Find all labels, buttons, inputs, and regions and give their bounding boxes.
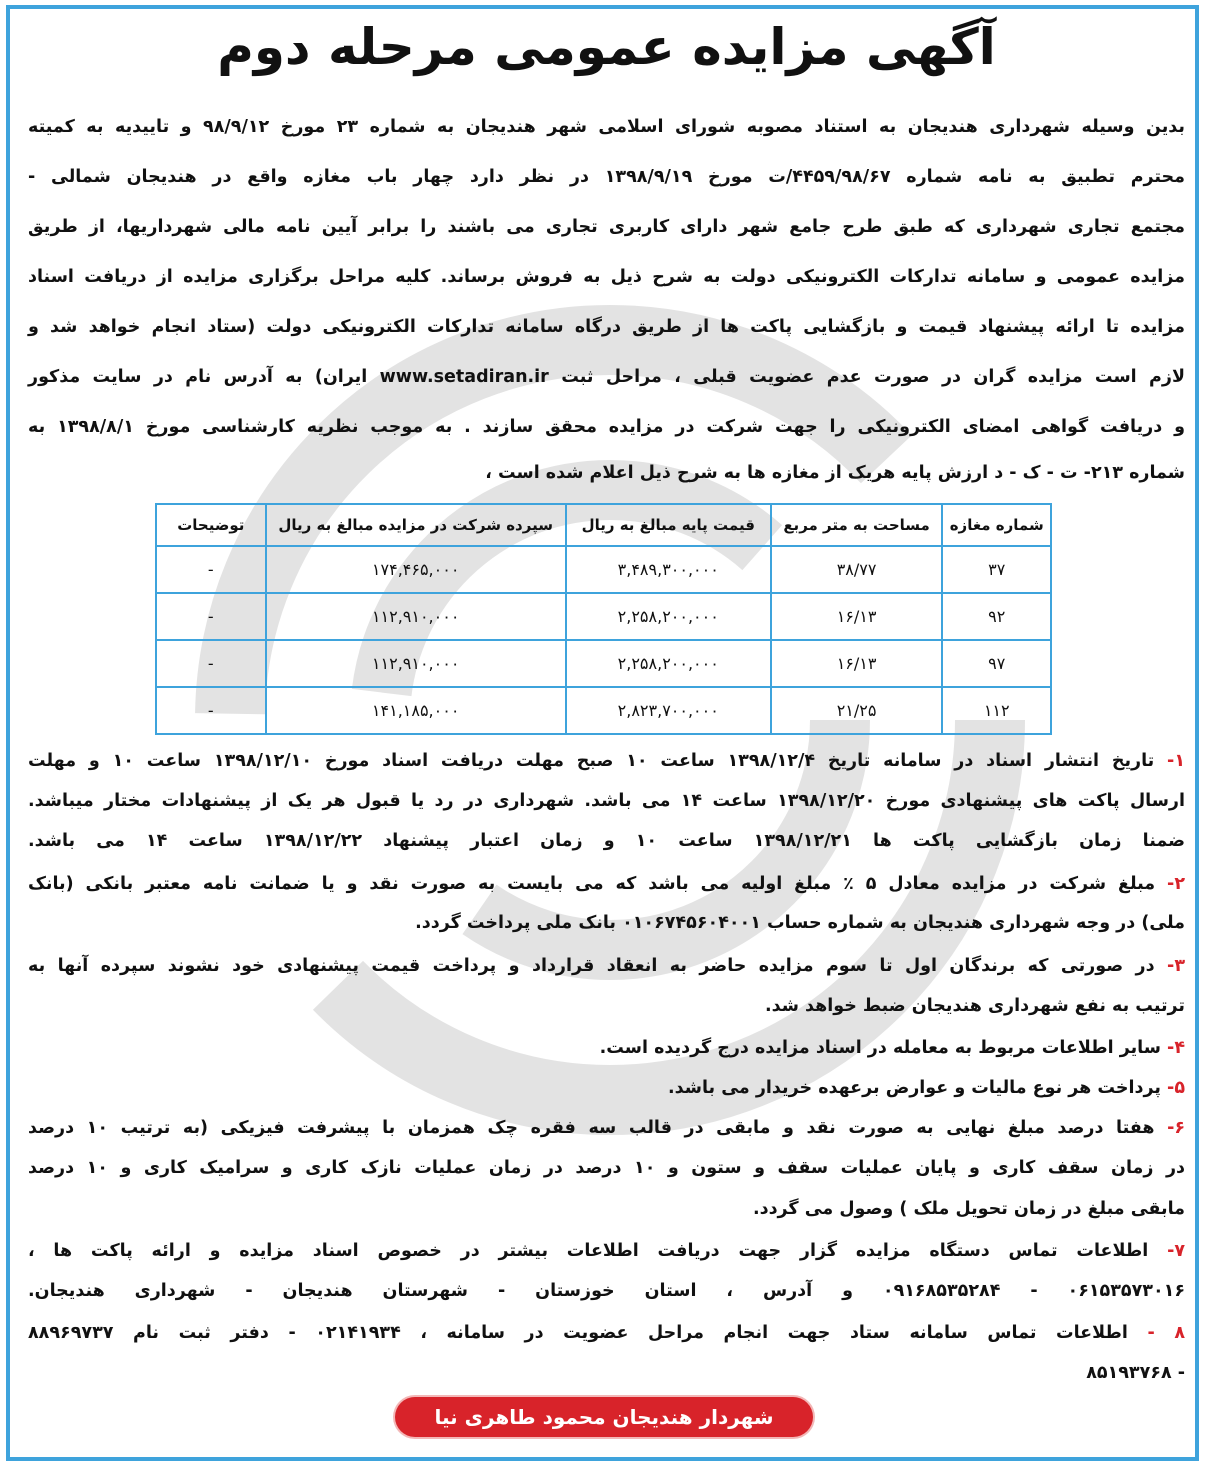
item-text: مابقی مبلغ در زمان تحویل ملک ) وصول می گردد. (752, 1199, 1185, 1219)
table-cell: ۹۷ (942, 640, 1051, 687)
intro-line: لازم است مزایده گران در صورت عدم عضویت قبلی ، مراحل ثبت www.setadiran.ir ایران) به آدرس نام در سایت مذکور (28, 367, 1185, 387)
table-cell: ۲,۸۲۳,۷۰۰,۰۰۰ (566, 687, 771, 734)
table-cell: ۱۱۲,۹۱۰,۰۰۰ (266, 593, 566, 640)
table-cell: - (156, 546, 266, 593)
signature-badge: شهردار هندیجان محمود طاهری نیا (395, 1397, 813, 1437)
item-number: ۷- (1167, 1241, 1186, 1261)
list-item-line (28, 1113, 1185, 1143)
table-cell: ۳۸/۷۷ (771, 546, 943, 593)
intro-line: شماره ۲۱۳- ت - ک - د ارزش پایه هریک از مغازه ها به شرح ذیل اعلام شده است ، (485, 463, 1185, 483)
table-header-row (156, 504, 1051, 546)
table-cell: - (156, 593, 266, 640)
table-cell: ۱۴۱,۱۸۵,۰۰۰ (266, 687, 566, 734)
list-item-line (28, 1276, 1185, 1306)
intro-line: و دریافت گواهی امضای الکترونیکی را جهت شرکت در مزایده محقق سازند . به موجب نظریه کارشناسی مورخ ۱۳۹۸/۸/۱ به (28, 417, 1185, 437)
item-text: پرداخت هر نوع مالیات و عوارض برعهده خریدار می باشد. (668, 1078, 1161, 1098)
list-item-line (28, 826, 1185, 856)
item-number: ۲- (1167, 874, 1185, 894)
item-text: ضمنا زمان بازگشایی پاکت ها ۱۳۹۸/۱۲/۲۱ ساعت ۱۰ و زمان اعتبار پیشنهاد ۱۳۹۸/۱۲/۲۲ ساعت ۱۴ می باشد. (28, 831, 1185, 851)
table-cell: ۳,۴۸۹,۳۰۰,۰۰۰ (566, 546, 771, 593)
page-title: آگهی مزایده عمومی مرحله دوم (217, 18, 996, 76)
table-cell: ۱۱۲ (942, 687, 1051, 734)
item-text: ترتیب به نفع شهرداری هندیجان ضبط خواهد شد. (764, 996, 1185, 1016)
table-cell: ۲۱/۲۵ (771, 687, 943, 734)
table-header-cell: شماره مغازه (942, 504, 1051, 546)
list-item-line (28, 1033, 1185, 1063)
table-row (156, 687, 1051, 734)
table-header-cell: مساحت به متر مربع (771, 504, 943, 546)
item-text: سایر اطلاعات مربوط به معامله در اسناد مزایده درج گردیده است. (599, 1038, 1161, 1058)
intro-line: محترم تطبیق به نامه شماره ۴۴۵۹/۹۸/۶۷/ت مورخ ۱۳۹۸/۹/۱۹ در نظر دارد چهار باب مغازه واقع در هندیجان شمالی - (28, 167, 1185, 187)
table-cell: ۱۶/۱۳ (771, 593, 943, 640)
item-text: ارسال پاکت های پیشنهادی مورخ ۱۳۹۸/۱۲/۲۰ ساعت ۱۴ می باشد. شهرداری در رد یا قبول هر یک از پیشنهادات مختار میباشد. (28, 791, 1185, 811)
intro-line: بدین وسیله شهرداری هندیجان به استناد مصوبه شورای اسلامی شهر هندیجان به شماره ۲۳ مورخ ۹۸/۹/۱۲ و تاییدیه به کمیته (28, 117, 1185, 137)
list-item-line (28, 1194, 1185, 1224)
item-number: ۶- (1167, 1118, 1186, 1138)
item-text: ملی) در وجه شهرداری هندیجان به شماره حساب ۰۱۰۶۷۴۵۶۰۴۰۰۱ بانک ملی پرداخت گردد. (415, 913, 1185, 933)
item-text: اطلاعات تماس سامانه ستاد جهت انجام مراحل عضویت در سامانه ، ۰۲۱۴۱۹۳۴ - دفتر ثبت نام ۸۸۹۶۹۷۳۷ (28, 1323, 1128, 1343)
table-cell: ۹۲ (942, 593, 1051, 640)
item-text: - ۸۵۱۹۳۷۶۸ (1086, 1363, 1185, 1383)
table-cell: ۳۷ (942, 546, 1051, 593)
list-item-line (28, 1236, 1185, 1266)
table-cell: - (156, 640, 266, 687)
table-header-cell: توضیحات (156, 504, 266, 546)
item-number: ۸ - (1147, 1323, 1185, 1343)
intro-line: مجتمع تجاری شهرداری که طبق طرح جامع شهر دارای کاربری تجاری می باشند را برابر آیین نامه مالی شهرداریها، از طریق (28, 217, 1185, 237)
list-item-line (28, 1153, 1185, 1183)
list-item-line (28, 869, 1185, 899)
list-item-line (28, 786, 1185, 816)
item-text: تاریخ انتشار اسناد در سامانه تاریخ ۱۳۹۸/۱۲/۴ ساعت ۱۰ صبح مهلت دریافت اسناد مورخ ۱۳۹۸/۱۲/۱۰ ساعت ۱۰ و مهلت (28, 751, 1155, 771)
item-text: در صورتی که برندگان اول تا سوم مزایده حاضر به انعقاد قرارداد و پرداخت قیمت پیشنهادی خود نشوند سپرده آنها به (28, 956, 1155, 976)
table-row (156, 593, 1051, 640)
list-item-line (28, 746, 1185, 776)
item-number: ۱- (1167, 751, 1185, 771)
table-header-cell: سپرده شرکت در مزایده مبالغ به ریال (266, 504, 566, 546)
item-text: ۰۶۱۵۳۵۷۳۰۱۶ - ۰۹۱۶۸۵۳۵۲۸۴ و آدرس ، استان خوزستان - شهرستان هندیجان - شهرداری هندیجان. (28, 1281, 1186, 1301)
table-row (156, 546, 1051, 593)
item-text: مبلغ شرکت در مزایده معادل ۵ ٪ مبلغ اولیه می باشد که می بایست به صورت نقد و یا ضمانت نامه معتبر بانکی (بانک (28, 874, 1156, 894)
item-text: در زمان سقف کاری و پایان عملیات سقف و ستون و ۱۰ درصد در زمان عملیات نازک کاری و سرامیک کاری و ۱۰ درصد (28, 1158, 1186, 1178)
intro-line: مزایده تا ارائه پیشنهاد قیمت و بازگشایی پاکت ها از طریق درگاه سامانه تدارکات الکترونیکی دولت (ستاد انجام خواهد شد و (28, 317, 1185, 337)
table-cell: - (156, 687, 266, 734)
list-item-line (28, 951, 1185, 981)
list-item-line (28, 1073, 1185, 1103)
table-cell: ۲,۲۵۸,۲۰۰,۰۰۰ (566, 593, 771, 640)
list-item-line (28, 1318, 1185, 1348)
item-text: اطلاعات تماس دستگاه مزایده گزار جهت دریافت اطلاعات بیشتر در خصوص اسناد مزایده و ارائه پاکت ها ، (28, 1241, 1149, 1261)
list-item-line (28, 908, 1185, 938)
item-text: هفتا درصد مبلغ نهایی به صورت نقد و مابقی در قالب سه فقره چک همزمان با پیشرفت فیزیکی (به ترتیب ۱۰ درصد (28, 1118, 1155, 1138)
intro-line: مزایده عمومی و سامانه تدارکات الکترونیکی دولت به شرح ذیل به فروش برساند. کلیه مراحل برگزاری مزایده از دریافت اسناد (28, 267, 1185, 287)
list-item-line (28, 991, 1185, 1021)
table-cell: ۱۷۴,۴۶۵,۰۰۰ (266, 546, 566, 593)
list-item-line (28, 1358, 1185, 1388)
item-number: ۵- (1167, 1078, 1185, 1098)
table-row (156, 640, 1051, 687)
item-number: ۴- (1167, 1038, 1185, 1058)
table-cell: ۲,۲۵۸,۲۰۰,۰۰۰ (566, 640, 771, 687)
item-number: ۳- (1167, 956, 1185, 976)
table-cell: ۱۶/۱۳ (771, 640, 943, 687)
table-cell: ۱۱۲,۹۱۰,۰۰۰ (266, 640, 566, 687)
table-header-cell: قیمت پایه مبالغ به ریال (566, 504, 771, 546)
shops-table (155, 503, 1052, 735)
